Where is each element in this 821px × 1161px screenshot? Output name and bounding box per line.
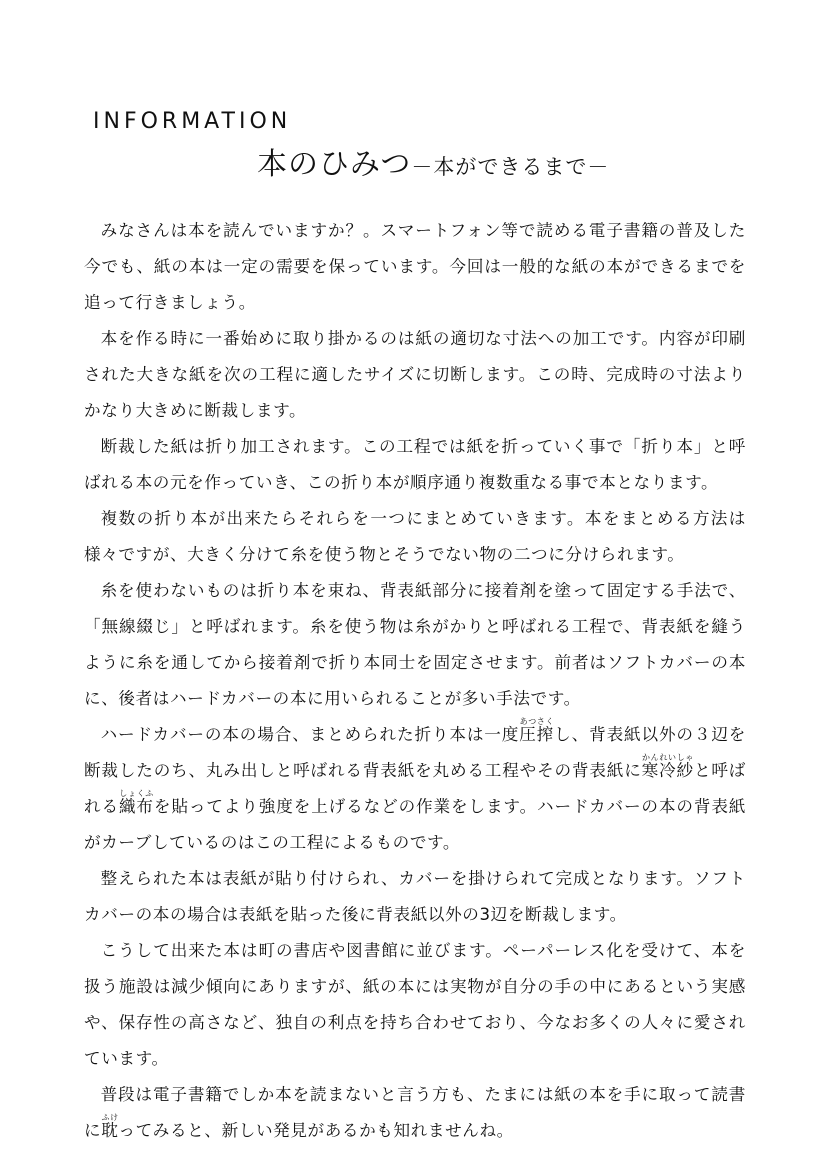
- ruby-reading: かんれいしゃ: [641, 753, 694, 762]
- ruby-reading: ふけ: [101, 1113, 119, 1122]
- section-label: INFORMATION: [93, 109, 292, 134]
- ruby-base: 織布: [118, 797, 154, 816]
- paragraph-3: 断裁した紙は折り加工されます。この工程では紙を折っていく事で「折り本」と呼ばれる本の元を作っていき、この折り本が順序通り複数重なる事で本となります。: [84, 437, 746, 492]
- page-title: [257, 143, 609, 187]
- ruby-base: 圧搾: [519, 725, 555, 744]
- paragraph-9-text-a: 普段は電子書籍でしか本を読まないと言う方も、たまには紙の本を手に取って読書に: [84, 1085, 746, 1140]
- title-main: 本のひみつ: [257, 147, 412, 182]
- ruby-base: 寒冷紗: [641, 761, 694, 780]
- title-subtitle: －本ができるまで－: [411, 155, 610, 179]
- paragraph-5: 糸を使わないものは折り本を束ね、背表紙部分に接着剤を塗って固定する手法で、「無線綴じ」と呼ばれます。糸を使う物は糸がかりと呼ばれる工程で、背表紙を縫うように糸を通してから接着剤で折り本同士を固定させます。前者はソフトカバーの本に、後者はハードカバーの本に用いられることが多い手法です。: [84, 581, 746, 708]
- paragraph-6-text-c: と呼ばれる: [84, 761, 746, 816]
- paragraph-9: [84, 1077, 746, 1149]
- article-body: [84, 213, 746, 1149]
- ruby-reading: しょくふ: [118, 789, 154, 798]
- ruby-fuke: [101, 1113, 119, 1140]
- paragraph-7: 整えられた本は表紙が貼り付けられ、カバーを掛けられて完成となります。ソフトカバーの本の場合は表紙を貼った後に背表紙以外の3辺を断裁します。: [84, 869, 746, 924]
- paragraph-6-text-d: を貼ってより強度を上げるなどの作業をします。ハードカバーの本の背表紙がカーブしているのはこの工程によるものです。: [84, 797, 746, 852]
- paragraph-2: 本を作る時に一番始めに取り掛かるのは紙の適切な寸法への加工です。内容が印刷された大きな紙を次の工程に適したサイズに切断します。この時、完成時の寸法よりかなり大きめに断裁します。: [84, 329, 746, 420]
- ruby-reading: あつさく: [519, 717, 554, 726]
- ruby-assakus: [519, 717, 555, 744]
- paragraph-6-text-b: し、背表紙以外の３辺を断裁したのち、丸み出しと呼ばれる背表紙を丸める工程やその背表紙に: [84, 725, 747, 780]
- paragraph-4: 複数の折り本が出来たらそれらを一つにまとめていきます。本をまとめる方法は様々ですが、大きく分けて糸を使う物とそうでない物の二つに分けられます。: [84, 509, 746, 564]
- ruby-shokufu: [118, 789, 154, 816]
- paragraph-9-text-b: ってみると、新しい発見があるかも知れませんね。: [118, 1121, 514, 1140]
- ruby-base: 耽: [101, 1121, 119, 1140]
- paragraph-8: こうして出来た本は町の書店や図書館に並びます。ペーパーレス化を受けて、本を扱う施設は減少傾向にありますが、紙の本には実物が自分の手の中にあるという実感や、保存性の高さなど、独自の利点を持ち合わせており、今なお多くの人々に愛されています。: [84, 941, 746, 1068]
- ruby-kanreisha: [641, 753, 694, 780]
- paragraph-1: みなさんは本を読んでいますか？。スマートフォン等で読める電子書籍の普及した今でも、紙の本は一定の需要を保っています。今回は一般的な紙の本ができるまでを追って行きましょう。: [84, 221, 746, 312]
- paragraph-6-text-a: ハードカバーの本の場合、まとめられた折り本は一度: [100, 725, 520, 744]
- paragraph-6: [84, 717, 746, 861]
